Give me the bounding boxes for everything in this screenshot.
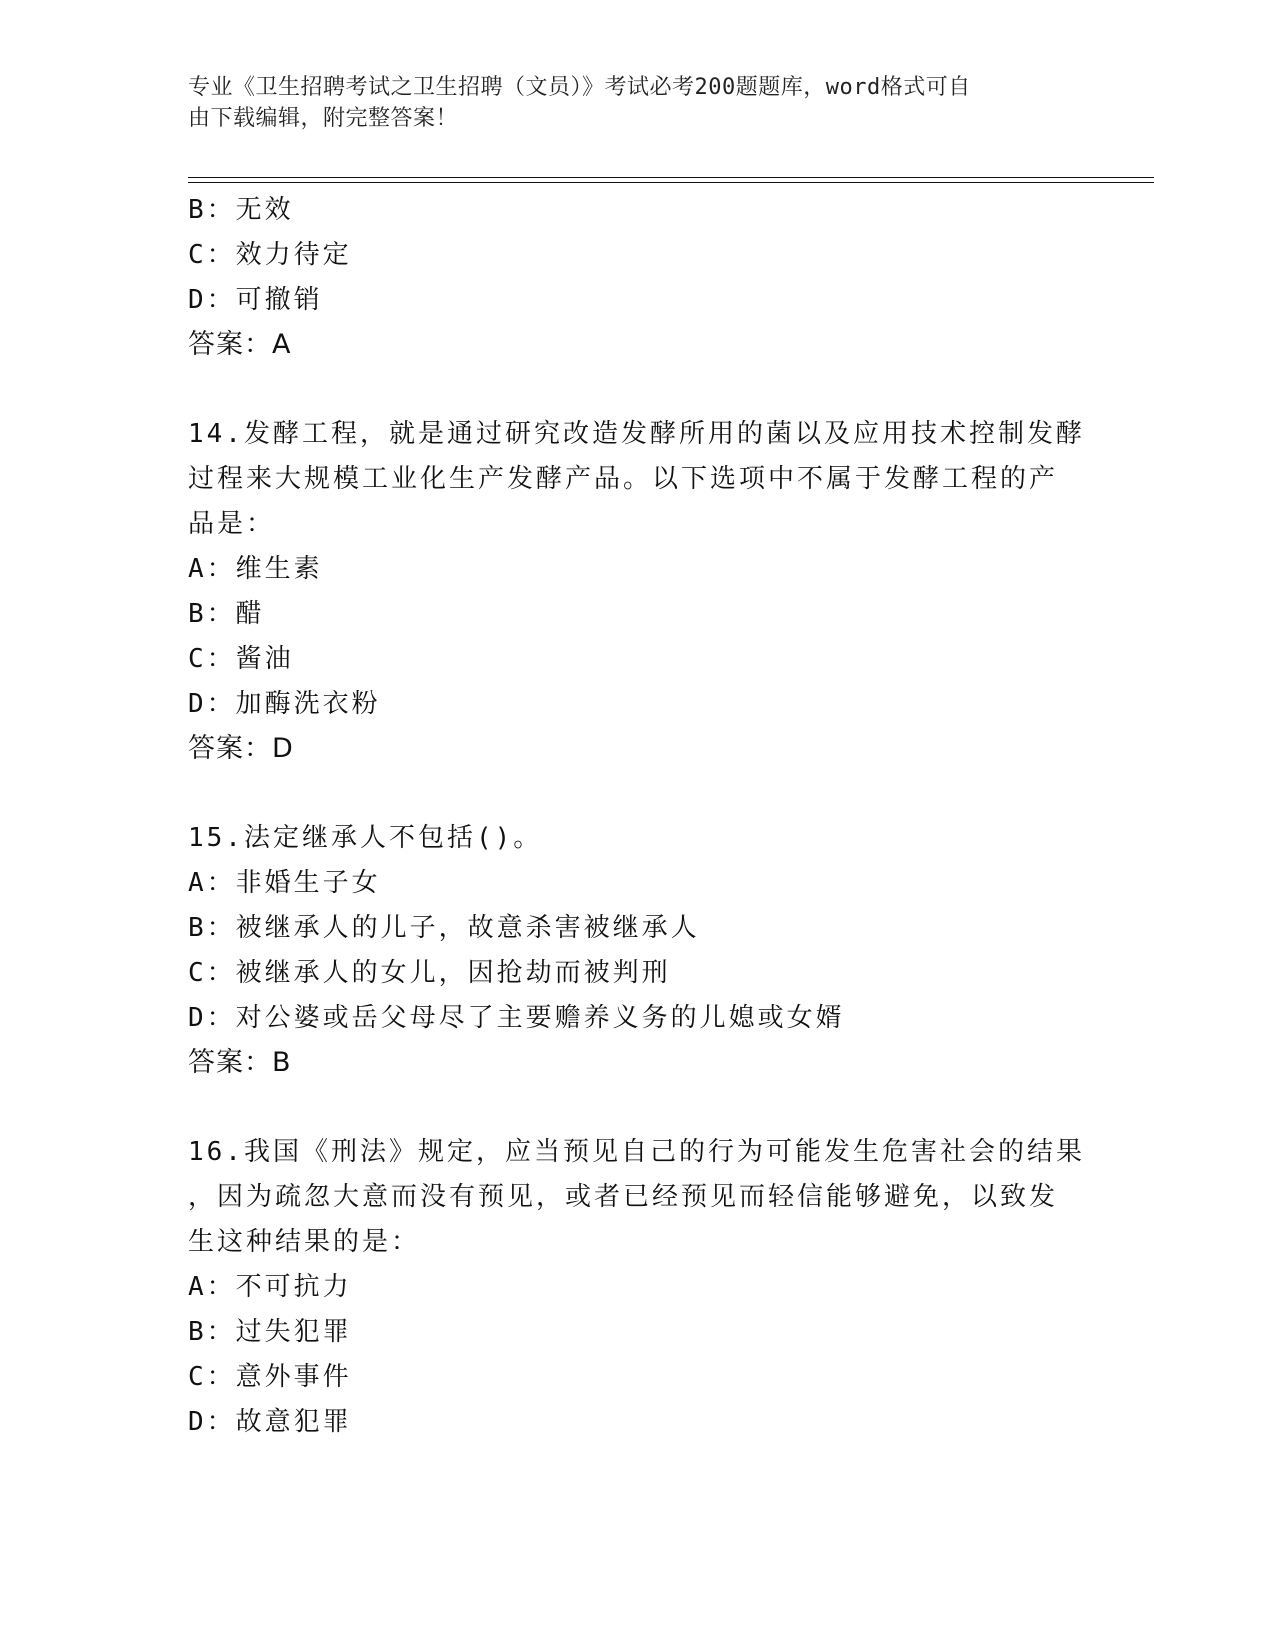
q16-option-d: D：故意犯罪	[188, 1407, 352, 1437]
q15-option-c: C：被继承人的女儿，因抢劫而被判刑	[188, 958, 671, 988]
header-line-1: 专业《卫生招聘考试之卫生招聘（文员）》考试必考200题题库，word格式可自	[188, 75, 971, 100]
q16-stem-line-3: 生这种结果的是：	[188, 1227, 421, 1257]
q15-option-a: A：非婚生子女	[188, 868, 381, 898]
q16-option-b: B：过失犯罪	[188, 1317, 352, 1347]
q16-stem-line-2: ，因为疏忽大意而没有预见，或者已经预见而轻信能够避免，以致发	[188, 1182, 1059, 1212]
q15-answer: 答案：B	[188, 1047, 292, 1078]
header-divider-bottom	[188, 182, 1154, 183]
document-header	[188, 72, 1068, 134]
q14-stem-line-1: 14.发酵工程，就是通过研究改造发酵所用的菌以及应用技术控制发酵	[188, 419, 1085, 449]
q16-option-a: A：不可抗力	[188, 1272, 352, 1302]
q14-answer: 答案：D	[188, 733, 294, 764]
q16-option-c: C：意外事件	[188, 1362, 352, 1392]
q15-option-d: D：对公婆或岳父母尽了主要赡养义务的儿媳或女婿	[188, 1003, 845, 1033]
q13-option-d: D：可撤销	[188, 285, 323, 315]
q16-stem-line-1: 16.我国《刑法》规定，应当预见自己的行为可能发生危害社会的结果	[188, 1137, 1085, 1167]
q13-option-b: B：无效	[188, 195, 294, 225]
q15-stem-line-1: 15.法定继承人不包括()。	[188, 823, 543, 853]
q14-stem-line-3: 品是：	[188, 509, 276, 539]
q14-option-a: A：维生素	[188, 554, 323, 584]
q14-option-c: C：酱油	[188, 644, 294, 674]
q13-answer: 答案：A	[188, 329, 292, 360]
header-divider-top	[188, 177, 1154, 178]
q15-option-b: B：被继承人的儿子，故意杀害被继承人	[188, 913, 700, 943]
q13-option-c: C：效力待定	[188, 240, 352, 270]
header-line-2: 由下载编辑，附完整答案！	[188, 106, 459, 131]
q14-stem-line-2: 过程来大规模工业化生产发酵产品。以下选项中不属于发酵工程的产	[188, 464, 1059, 494]
q14-option-d: D：加酶洗衣粉	[188, 689, 381, 719]
q14-option-b: B：醋	[188, 599, 265, 629]
